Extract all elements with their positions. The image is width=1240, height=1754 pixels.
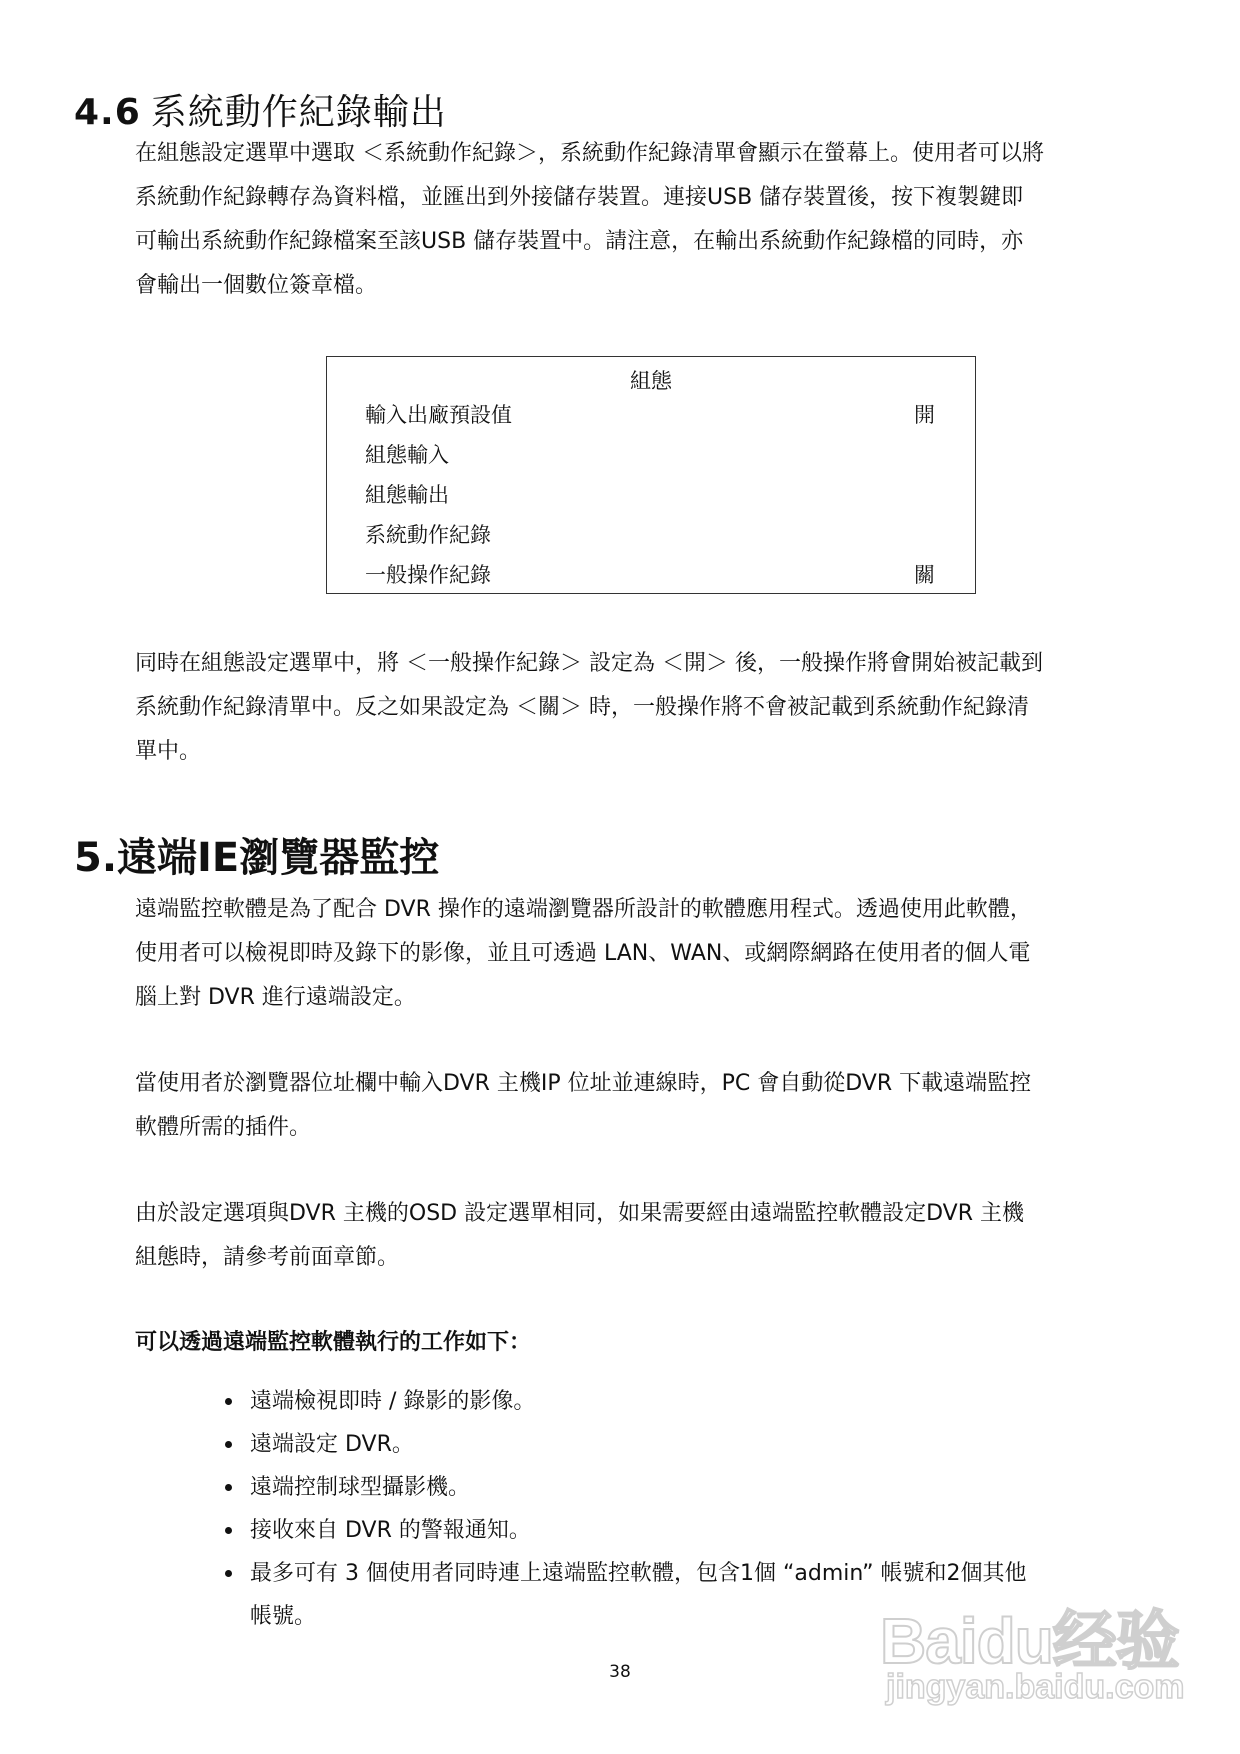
- list-item-text: 帳號。: [250, 1604, 317, 1629]
- menu-row-label: 系統動作紀錄: [365, 523, 491, 547]
- menu-row-operation-log: [365, 555, 935, 595]
- text-line: 在組態設定選單中選取 ＜系統動作紀錄＞，系統動作紀錄清單會顯示在螢幕上。使用者可以將: [135, 141, 1044, 166]
- config-menu-box: [326, 356, 976, 594]
- menu-row-system-log: [365, 515, 935, 555]
- text-line: 當使用者於瀏覽器位址欄中輸入DVR 主機IP 位址並連線時，PC 會自動從DVR 下載遠端監控: [135, 1071, 1032, 1096]
- bullet-icon: [225, 1527, 232, 1534]
- text-line: 單中。: [135, 739, 202, 764]
- watermark: [880, 1590, 1185, 1730]
- bullet-icon: [225, 1570, 232, 1577]
- text-line: 系統動作紀錄轉存為資料檔，並匯出到外接儲存裝置。連接USB 儲存裝置後，按下複製鍵即: [135, 185, 1024, 210]
- list-item-text: 接收來自 DVR 的警報通知。: [250, 1518, 531, 1543]
- text-line: 組態時，請參考前面章節。: [135, 1245, 400, 1270]
- watermark-logo: Baidu经验: [880, 1605, 1179, 1677]
- list-item-text: 遠端控制球型攝影機。: [250, 1475, 471, 1500]
- menu-row-label: 組態輸出: [365, 483, 449, 507]
- menu-title: 組態: [630, 369, 672, 393]
- list-item: [230, 1466, 1190, 1509]
- list-item: [230, 1509, 1190, 1552]
- text-line: 系統動作紀錄清單中。反之如果設定為 ＜關＞ 時，一般操作將不會被記載到系統動作紀錄清: [135, 695, 1029, 720]
- text-line: 可輸出系統動作紀錄檔案至該USB 儲存裝置中。請注意，在輸出系統動作紀錄檔的同時，亦: [135, 229, 1024, 254]
- chapter-5-heading: 5.遠端IE瀏覽器監控: [74, 835, 440, 881]
- text-line: 會輸出一個數位簽章檔。: [135, 273, 378, 298]
- text-line: 遠端監控軟體是為了配合 DVR 操作的遠端瀏覽器所設計的軟體應用程式。透過使用此軟體，: [135, 897, 1032, 922]
- chapter-5-para-1: [135, 888, 1175, 1020]
- text-line: 同時在組態設定選單中，將 ＜一般操作紀錄＞ 設定為 ＜開＞ 後，一般操作將會開始被記載到: [135, 651, 1043, 676]
- list-item-text: 遠端檢視即時 / 錄影的影像。: [250, 1389, 536, 1414]
- menu-row-config-import: [365, 435, 935, 475]
- section-title: 系統動作紀錄輸出: [150, 92, 447, 133]
- list-item: [230, 1380, 1190, 1423]
- tasks-heading: 可以透過遠端監控軟體執行的工作如下：: [135, 1330, 532, 1355]
- section-4-6-after-menu: [135, 642, 1175, 774]
- bullet-icon: [225, 1441, 232, 1448]
- section-4-6-intro: [135, 132, 1175, 308]
- menu-row-label: 一般操作紀錄: [365, 563, 491, 587]
- chapter-5-para-2: [135, 1062, 1175, 1150]
- text-line: 腦上對 DVR 進行遠端設定。: [135, 985, 416, 1010]
- menu-row-factory-default: [365, 395, 935, 435]
- text-line: 軟體所需的插件。: [135, 1115, 312, 1140]
- menu-row-label: 組態輸入: [365, 443, 449, 467]
- menu-row-label: 輸入出廠預設值: [365, 403, 512, 427]
- list-item: [230, 1423, 1190, 1466]
- bullet-icon: [225, 1398, 232, 1405]
- menu-row-config-export: [365, 475, 935, 515]
- section-number: 4.6: [74, 92, 141, 133]
- bullet-icon: [225, 1484, 232, 1491]
- menu-row-value: 關: [914, 563, 935, 587]
- list-item-text: 遠端設定 DVR。: [250, 1432, 414, 1457]
- list-item-text: 最多可有 3 個使用者同時連上遠端監控軟體，包含1個 “admin” 帳號和2個其他: [250, 1561, 1027, 1586]
- page-number: 38: [609, 1662, 631, 1682]
- watermark-url: jingyan.baidu.com: [886, 1668, 1185, 1706]
- menu-row-value: 開: [914, 403, 935, 427]
- text-line: 由於設定選項與DVR 主機的OSD 設定選單相同，如果需要經由遠端監控軟體設定DVR 主機: [135, 1201, 1024, 1226]
- section-heading-4-6: [74, 84, 447, 135]
- chapter-5-para-3: [135, 1192, 1175, 1280]
- text-line: 使用者可以檢視即時及錄下的影像，並且可透過 LAN、WAN、或網際網路在使用者的個人電: [135, 941, 1031, 966]
